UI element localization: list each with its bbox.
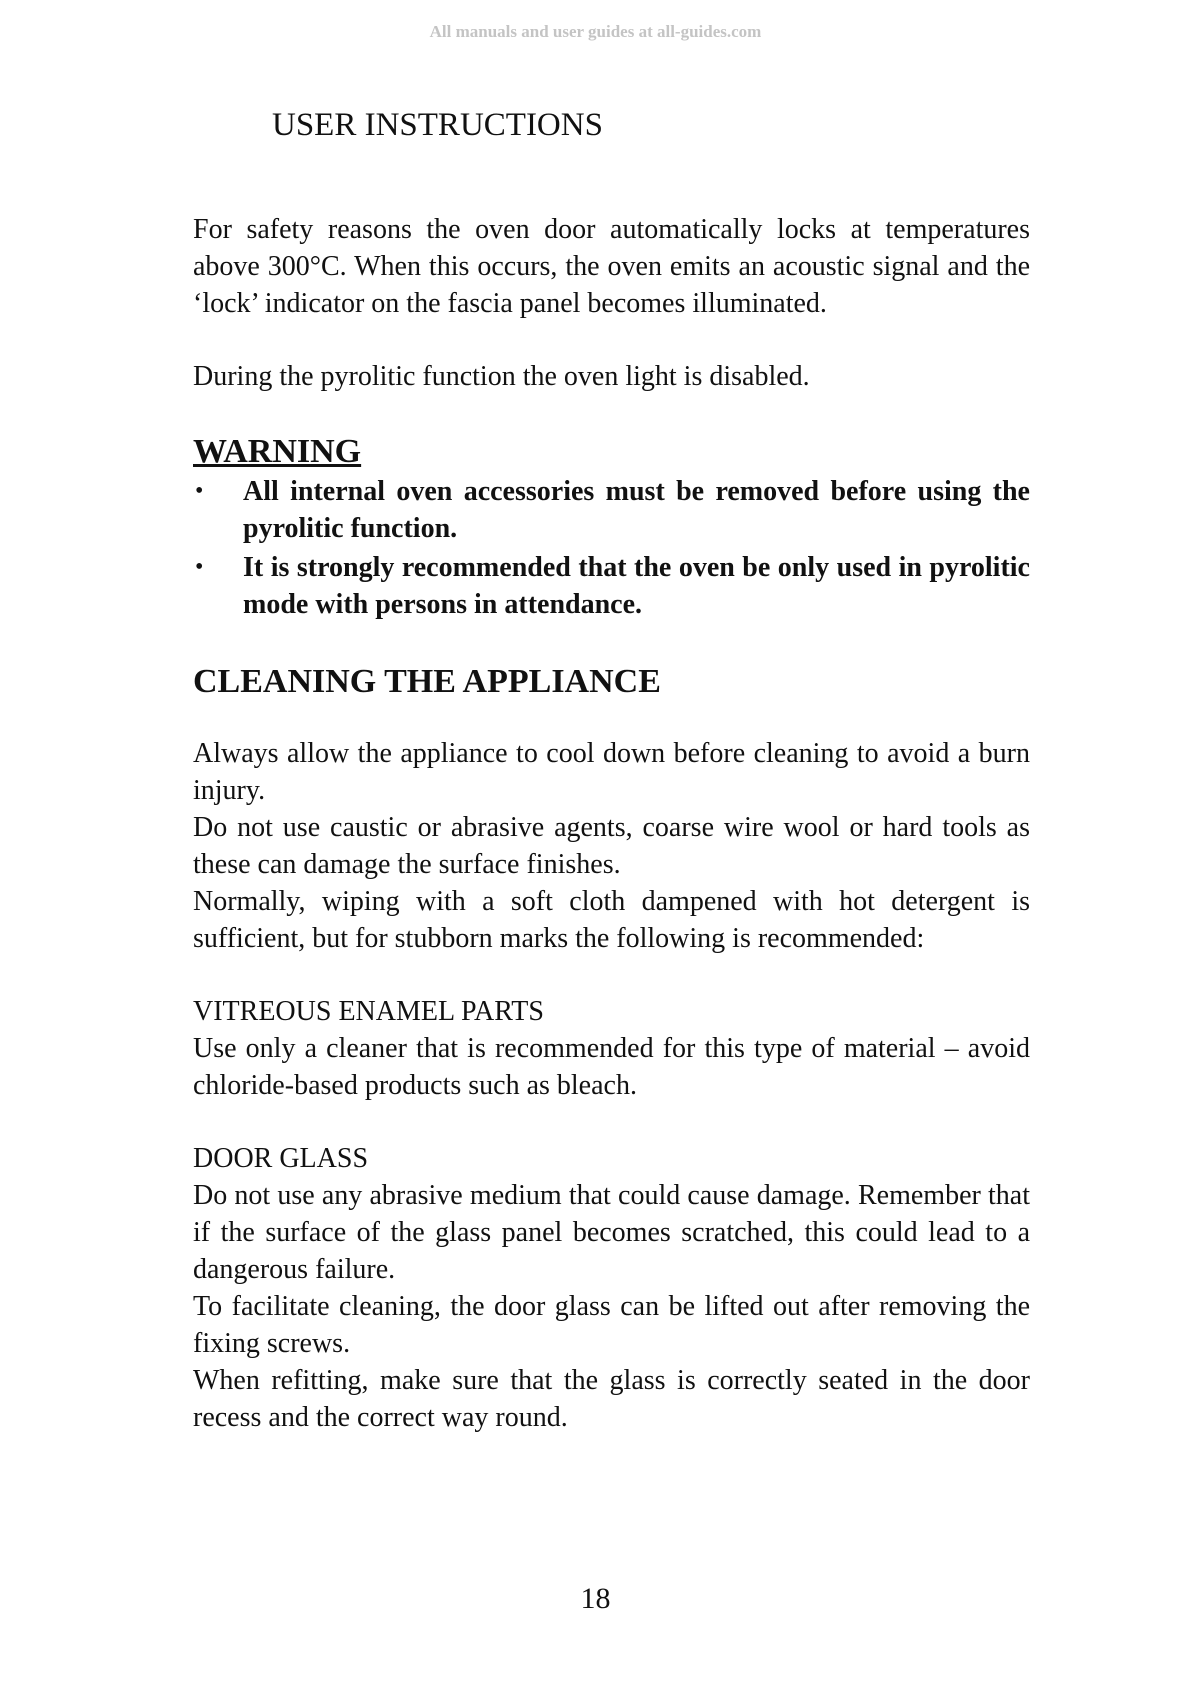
warning-title: WARNING	[193, 433, 362, 470]
page-content	[193, 211, 1030, 1436]
glass-title: DOOR GLASS	[193, 1143, 369, 1174]
section-title: USER INSTRUCTIONS	[272, 107, 603, 143]
watermark: All manuals and user guides at all-guides.com	[429, 22, 762, 41]
warning-list	[193, 473, 1030, 623]
glass-paragraph: Do not use any abrasive medium that could cause damage. Remember that if the surface of the glass panel becomes scratched, this could lead to a dangerous failure.	[193, 1180, 1030, 1285]
glass-paragraph: When refitting, make sure that the glass is correctly seated in the door recess and the correct way round.	[193, 1365, 1030, 1433]
enamel-title: VITREOUS ENAMEL PARTS	[193, 996, 544, 1027]
warning-item-text: All internal oven accessories must be removed before using the pyrolitic function.	[243, 476, 1030, 544]
glass-paragraph: To facilitate cleaning, the door glass can be lifted out after removing the fixing screws.	[193, 1291, 1030, 1359]
light-paragraph: During the pyrolitic function the oven light is disabled.	[193, 361, 810, 392]
cleaning-intro-paragraph: Always allow the appliance to cool down before cleaning to avoid a burn injury.	[193, 738, 1030, 806]
cleaning-title: CLEANING THE APPLIANCE	[193, 663, 661, 700]
lock-paragraph: For safety reasons the oven door automatically locks at temperatures above 300°C. When this occurs, the oven emits an acoustic signal and the ‘lock’ indicator on the fascia panel becomes illuminated.	[193, 214, 1030, 319]
enamel-paragraph: Use only a cleaner that is recommended for this type of material – avoid chloride-based products such as bleach.	[193, 1033, 1030, 1101]
warning-item-text: It is strongly recommended that the oven be only used in pyrolitic mode with persons in attendance.	[243, 552, 1030, 620]
cleaning-intro-paragraph: Normally, wiping with a soft cloth dampened with hot detergent is sufficient, but for stubborn marks the following is recommended:	[193, 886, 1030, 954]
bullet-icon: •	[195, 554, 204, 580]
cleaning-intro-paragraph: Do not use caustic or abrasive agents, coarse wire wool or hard tools as these can damage the surface finishes.	[193, 812, 1030, 880]
bullet-icon: •	[195, 478, 204, 504]
warning-item	[193, 549, 1030, 623]
warning-item	[193, 473, 1030, 547]
page-number: 18	[580, 1582, 611, 1615]
